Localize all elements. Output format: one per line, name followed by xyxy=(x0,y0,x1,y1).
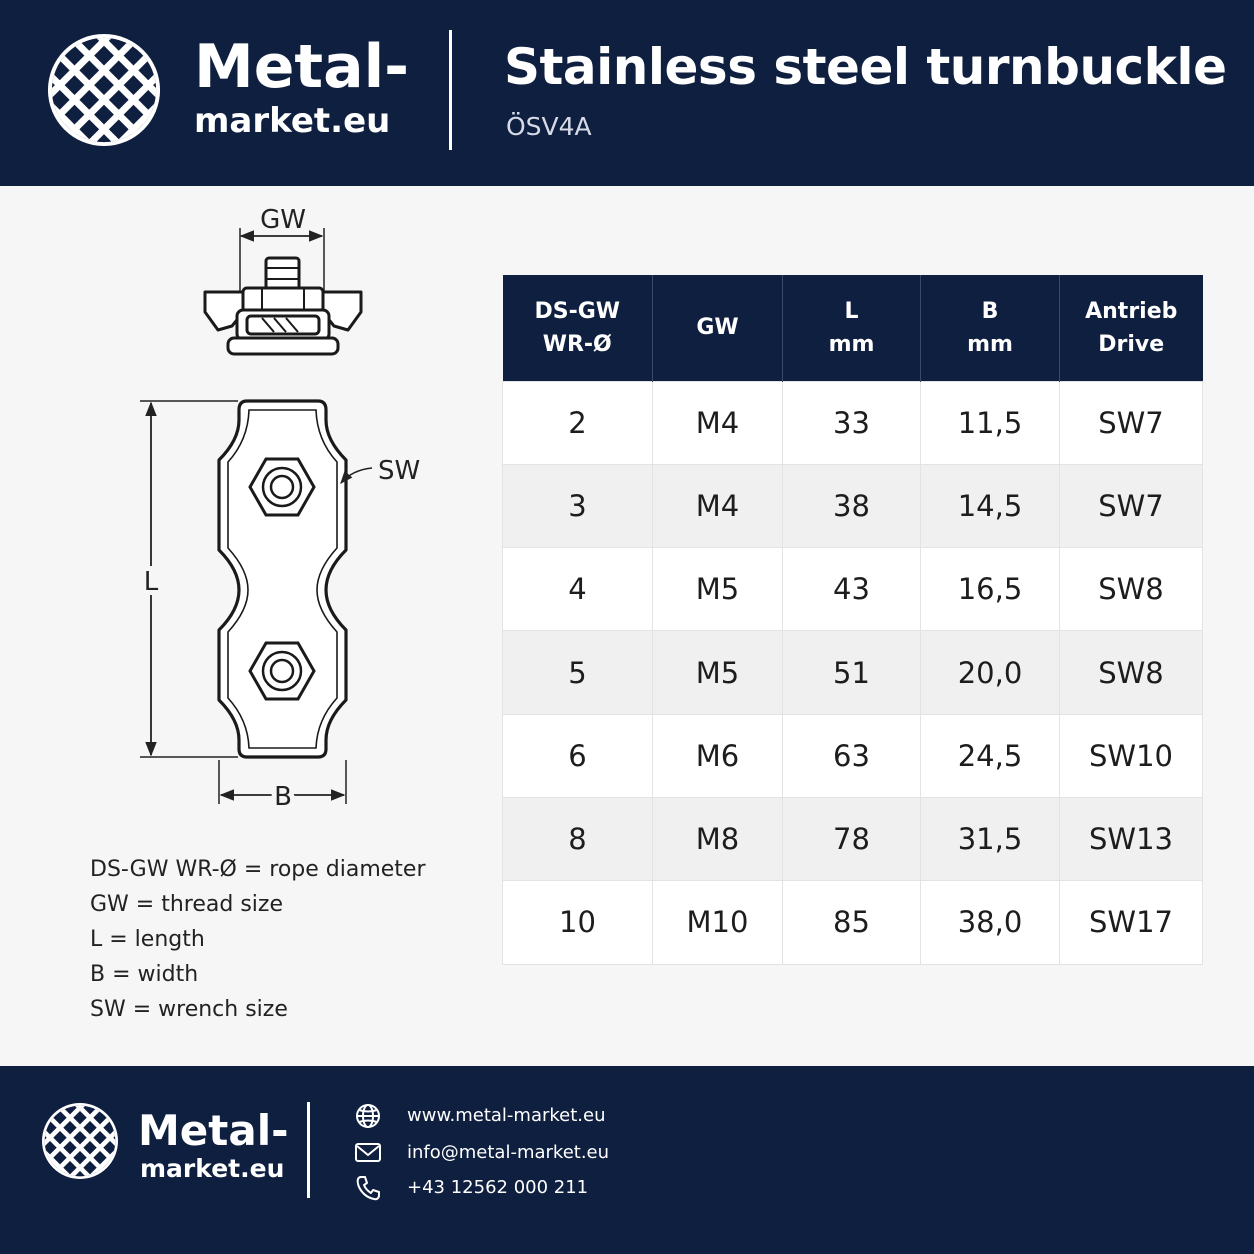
brand-name-line1: Metal- xyxy=(194,32,410,102)
spec-table xyxy=(502,275,1203,965)
table-cell: SW7 xyxy=(1060,464,1203,547)
column-header: GW xyxy=(653,275,783,381)
table-row xyxy=(503,714,1203,797)
mesh-circle-icon xyxy=(45,31,163,149)
mesh-circle-icon xyxy=(40,1101,120,1181)
table-cell: 78 xyxy=(783,797,921,880)
table-cell: M5 xyxy=(653,631,783,714)
clamp-body xyxy=(219,401,346,757)
page-title: Stainless steel turnbuckle xyxy=(504,38,1227,96)
table-row xyxy=(503,881,1203,964)
legend-item: GW = thread size xyxy=(90,892,283,917)
table-cell: 3 xyxy=(503,464,653,547)
column-header: DS-GW WR-Ø xyxy=(503,275,653,381)
table-cell: 11,5 xyxy=(921,381,1060,464)
table-cell: 16,5 xyxy=(921,548,1060,631)
globe-icon xyxy=(354,1102,382,1130)
table-cell: M4 xyxy=(653,381,783,464)
b-label: B xyxy=(274,782,292,812)
hex-nut-bottom xyxy=(250,643,314,699)
table-cell: 31,5 xyxy=(921,797,1060,880)
table-cell: 14,5 xyxy=(921,464,1060,547)
legend-item: B = width xyxy=(90,962,199,987)
table-row xyxy=(503,464,1203,547)
table-cell: 6 xyxy=(503,714,653,797)
table-cell: 33 xyxy=(783,381,921,464)
table-cell: M10 xyxy=(653,881,783,964)
l-label: L xyxy=(143,567,159,597)
table-cell: M8 xyxy=(653,797,783,880)
table-cell: 20,0 xyxy=(921,631,1060,714)
table-cell: SW13 xyxy=(1060,797,1203,880)
header-divider xyxy=(449,30,452,150)
brand-name-line2: market.eu xyxy=(194,101,391,141)
phone-icon xyxy=(354,1174,382,1202)
sw-label: SW xyxy=(378,456,421,486)
table-row xyxy=(503,381,1203,464)
product-code: ÖSV4A xyxy=(506,112,592,141)
envelope-icon xyxy=(354,1139,382,1167)
legend-item: SW = wrench size xyxy=(90,997,288,1022)
table-cell: SW10 xyxy=(1060,714,1203,797)
table-cell: 4 xyxy=(503,548,653,631)
clamp-top-view xyxy=(205,258,361,354)
email-link[interactable]: info@metal-market.eu xyxy=(407,1142,610,1163)
footer-divider xyxy=(307,1102,310,1198)
table-cell: 8 xyxy=(503,797,653,880)
table-cell: 38,0 xyxy=(921,881,1060,964)
table-cell: M6 xyxy=(653,714,783,797)
table-cell: 38 xyxy=(783,464,921,547)
table-cell: SW7 xyxy=(1060,381,1203,464)
footer-bar xyxy=(0,1066,1254,1254)
footer-brand-line2: market.eu xyxy=(140,1154,285,1183)
column-header: Antrieb Drive xyxy=(1060,275,1203,381)
legend-item: DS-GW WR-Ø = rope diameter xyxy=(90,857,426,882)
turnbuckle-drawing xyxy=(120,196,450,816)
column-header: L mm xyxy=(783,275,921,381)
table-cell: 24,5 xyxy=(921,714,1060,797)
table-cell: SW8 xyxy=(1060,631,1203,714)
table-cell: 63 xyxy=(783,714,921,797)
column-header: B mm xyxy=(921,275,1060,381)
table-cell: SW17 xyxy=(1060,881,1203,964)
table-header-row xyxy=(503,275,1203,381)
gw-label: GW xyxy=(260,205,306,235)
table-cell: M5 xyxy=(653,548,783,631)
table-cell: 85 xyxy=(783,881,921,964)
website-link[interactable]: www.metal-market.eu xyxy=(407,1105,606,1126)
table-cell: SW8 xyxy=(1060,548,1203,631)
table-cell: 2 xyxy=(503,381,653,464)
legend-item: L = length xyxy=(90,927,205,952)
table-cell: 5 xyxy=(503,631,653,714)
table-row xyxy=(503,631,1203,714)
header-bar xyxy=(0,0,1254,186)
abbreviation-legend xyxy=(90,856,426,1031)
table-cell: M4 xyxy=(653,464,783,547)
phone-number[interactable]: +43 12562 000 211 xyxy=(407,1177,589,1198)
footer-brand-line1: Metal- xyxy=(138,1106,289,1155)
table-row xyxy=(503,548,1203,631)
table-cell: 51 xyxy=(783,631,921,714)
table-cell: 10 xyxy=(503,881,653,964)
table-row xyxy=(503,797,1203,880)
table-cell: 43 xyxy=(783,548,921,631)
hex-nut-top xyxy=(250,459,314,515)
